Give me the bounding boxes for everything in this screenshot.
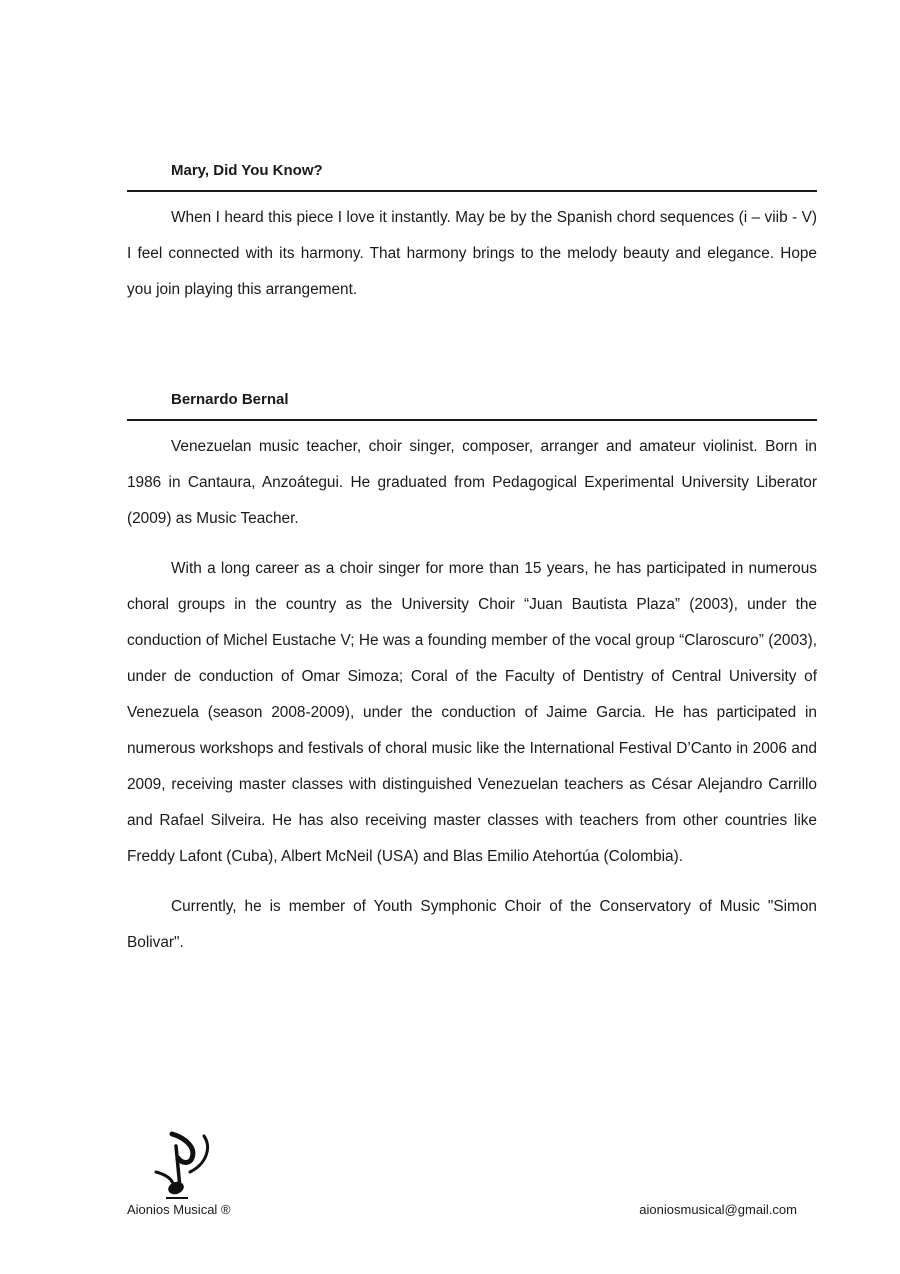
section-title: Mary, Did You Know? <box>171 162 323 179</box>
title-underline <box>127 419 817 421</box>
section-song-notes <box>127 160 817 308</box>
paragraph: Venezuelan music teacher, choir singer, composer, arranger and amateur violinist. Born in 1986 in Cantaura, Anzoátegui. He graduated from Pedagogical Experimental University Liberator (2009) as Music Teacher. <box>127 438 817 527</box>
section-biography <box>127 389 817 961</box>
section-title: Bernardo Bernal <box>171 391 289 408</box>
music-note-logo-icon <box>146 1128 216 1200</box>
paragraph: When I heard this piece I love it instantly. May be by the Spanish chord sequences (i – viib - V) I feel connected with its harmony. That harmony brings to the melody beauty and elegance. Hope you join playing this arrangement. <box>127 209 817 298</box>
title-underline <box>127 190 817 192</box>
paragraph: With a long career as a choir singer for more than 15 years, he has participated in numerous choral groups in the country as the University Choir “Juan Bautista Plaza” (2003), under the conduction of Michel Eustache V; He was a founding member of the vocal group “Claroscuro” (2003), under de conduction of Omar Simoza; Coral of the Faculty of Dentistry of Central University of Venezuela (season 2008-2009), under the conduction of Jaime Garcia. He has participated in numerous workshops and festivals of choral music like the International Festival D’Canto in 2006 and 2009, receiving master classes with distinguished Venezuelan teachers as César Alejandro Carrillo and Rafael Silveira. He has also receiving master classes with teachers from other countries like Freddy Lafont (Cuba), Albert McNeil (USA) and Blas Emilio Atehortúa (Colombia). <box>127 560 817 865</box>
paragraph: Currently, he is member of Youth Symphonic Choir of the Conservatory of Music "Simon Bolivar". <box>127 898 817 951</box>
footer-brand: Aionios Musical ® <box>127 1202 231 1217</box>
footer-email[interactable]: aioniosmusical@gmail.com <box>639 1202 797 1217</box>
